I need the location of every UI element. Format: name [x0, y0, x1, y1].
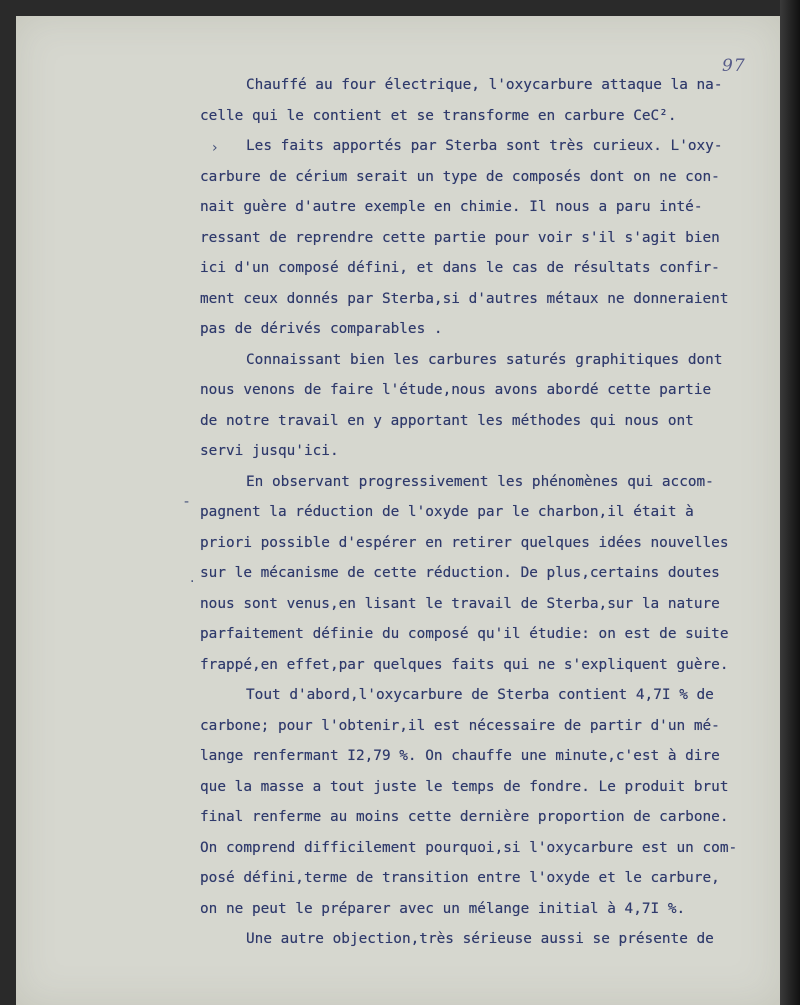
text-line: Une autre objection,très sérieuse aussi se présente de — [246, 931, 714, 947]
text-line: carbone; pour l'obtenir,il est nécessaire de partir d'un mé- — [200, 717, 720, 734]
text-line: lange renfermant I2,79 %. On chauffe une minute,c'est à dire — [200, 748, 720, 764]
text-line: On comprend difficilement pourquoi,si l'oxycarbure est un com- — [200, 839, 738, 856]
margin-dot-mark: · — [190, 574, 195, 590]
text-line: parfaitement définie du composé qu'il étudie: on est de suite — [200, 626, 729, 642]
text-line: nous venons de faire l'étude,nous avons abordé cette partie — [200, 382, 712, 398]
text-line: ressant de reprendre cette partie pour voir s'il s'agit bien — [200, 229, 720, 246]
text-line: celle qui le contient et se transforme en carbure CeC². — [200, 107, 677, 124]
text-line: pagnent la réduction de l'oxyde par le charbon,il était à — [200, 504, 694, 520]
text-line: on ne peut le préparer avec un mélange initial à 4,7I %. — [200, 900, 686, 917]
text-line: Tout d'abord,l'oxycarbure de Sterba contient 4,7I % de — [246, 687, 714, 703]
text-line: priori possible d'espérer en retirer quelques idées nouvelles — [200, 534, 729, 551]
text-line: que la masse a tout juste le temps de fondre. Le produit brut — [200, 778, 729, 795]
text-line: ici d'un composé défini, et dans le cas de résultats confir- — [200, 260, 720, 276]
text-line: sur le mécanisme de cette réduction. De plus,certains doutes — [200, 565, 720, 581]
text-line: nait guère d'autre exemple en chimie. Il nous a paru inté- — [200, 199, 703, 215]
scanner-edge — [780, 0, 800, 1005]
text-line: ment ceux donnés par Sterba,si d'autres métaux ne donneraient — [200, 290, 729, 307]
text-line: Chauffé au four électrique, l'oxycarbure attaque la na- — [246, 77, 723, 93]
text-line: carbure de cérium serait un type de composés dont on ne con- — [200, 168, 720, 185]
text-line: En observant progressivement les phénomènes qui accom- — [246, 473, 714, 490]
text-line: de notre travail en y apportant les méthodes qui nous ont — [200, 412, 694, 429]
text-line: nous sont venus,en lisant le travail de Sterba,sur la nature — [200, 595, 720, 612]
typed-text-body — [200, 70, 765, 955]
text-line: servi jusqu'ici. — [200, 443, 339, 459]
text-line: final renferme au moins cette dernière proportion de carbone. — [200, 809, 729, 825]
margin-tick-mark: › — [212, 140, 218, 156]
margin-dash-mark: - — [184, 494, 190, 510]
text-line: Les faits apportés par Sterba sont très curieux. L'oxy- — [246, 138, 723, 154]
page-number: 97 — [722, 56, 746, 76]
text-line: frappé,en effet,par quelques faits qui ne s'expliquent guère. — [200, 656, 729, 673]
text-line: pas de dérivés comparables . — [200, 321, 443, 337]
text-line: posé défini,terme de transition entre l'oxyde et le carbure, — [200, 870, 720, 886]
text-line: Connaissant bien les carbures saturés graphitiques dont — [246, 351, 723, 368]
